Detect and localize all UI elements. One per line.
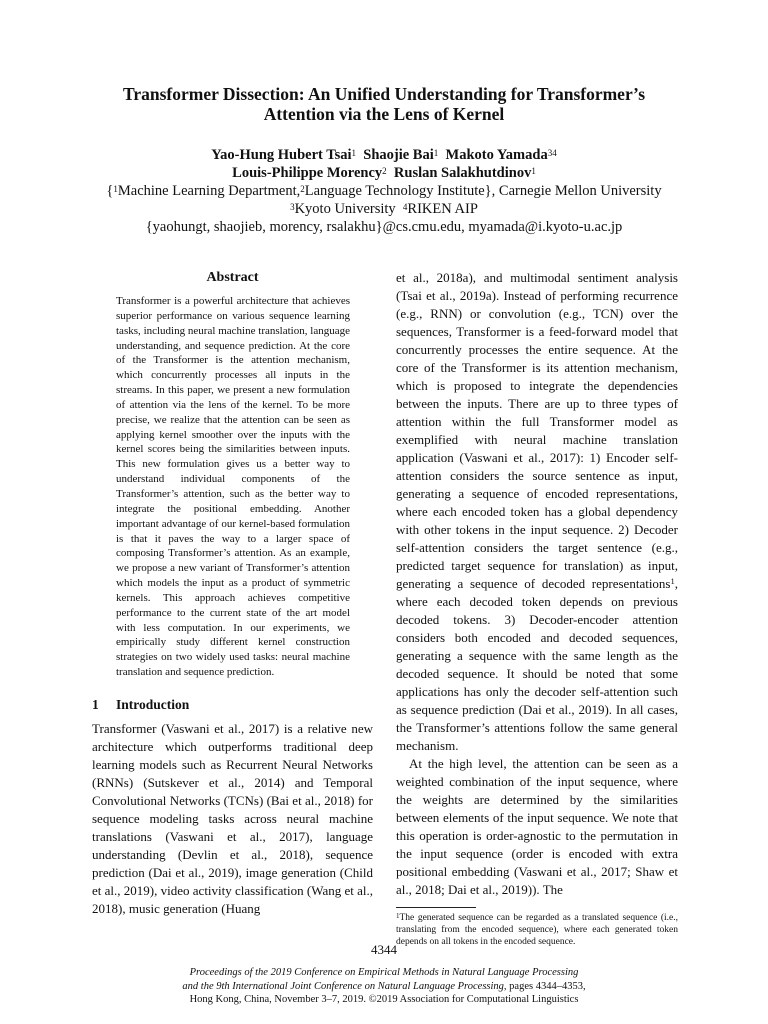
abstract-heading: Abstract: [206, 270, 259, 285]
footer-line-1: Proceedings of the 2019 Conference on Empirical Methods in Natural Language Processing: [189, 967, 579, 978]
abstract-text: Transformer is a powerful architecture that achieves superior performance on various sequence learning tasks, including neural machine translation, language understanding, and sequence prediction. At the core of the Transformer is the attention mechanism, which concurrently processes all inputs in the streams. In this paper, we present a new formulation of attention via the lens of the kernel. To be more precise, we realize that the attention can be seen as applying kernel smoother over the inputs with the kernel scores being the similarities between inputs. This new formulation gives us a better way to understand individual components of the Transformer’s attention, such as the better way to integrate the positional embedding. Another important advantage of our kernel-based formulation is that it paves the way to a larger space of composing Transformer’s attention. As an example, we propose a new variant of Transformer’s attention which models the input as a product of symmetric kernels. This approach achieves competitive performance to the current state of the art model with less computation. In our experiments, we empirically study different kernel construction strategies on two widely used tasks: neural machine translation and sequence prediction.: [116, 295, 350, 679]
footer-line-2: [60, 980, 708, 994]
footer-conference: and the 9th International Joint Conference on Natural Language Processing: [182, 980, 504, 992]
author-block: [60, 146, 708, 236]
section-number: 1: [92, 696, 99, 712]
author-name: Makoto Yamada: [445, 147, 548, 163]
affiliation-mark: 1: [433, 148, 439, 158]
author-name: Shaojie Bai: [363, 147, 434, 163]
paragraph-text: et al., 2018a), and multimodal sentiment analysis (Tsai et al., 2019a). Instead of performing recurrence (e.g., RNN) or convolution (e.g., TCN) over the sequences, Transformer is a feed-forward model that concurrently processes the entire sequence. At the core of the Transformer is its attention mechanism, which is proposed to integrate the dependencies between the inputs. There are up to three types of attention within the full Transformer model as exemplified with neural machine translation application (Vaswani et al., 2017): 1) Encoder self-attention considers the source sentence as input, generating a sequence of encoded representations, where each encoded token has a global dependency with other tokens in the input sequence. 2) Decoder self-attention considers the target sentence (e.g., predicted target sequence for translation) as input, generating a sequence of decoded representations: [396, 270, 678, 591]
affiliation-text: Kyoto University: [294, 201, 396, 217]
intro-paragraph-1: Transformer (Vaswani et al., 2017) is a relative new architecture which outperforms traditional deep learning models such as Recurrent Neural Networks (RNNs) (Sutskever et al., 2014) and Temporal Convolutional Networks (TCNs) (Bai et al., 2018) for sequence modeling tasks across neural machine translations (Vaswani et al., 2017), language understanding (Devlin et al., 2018), sequence prediction (Dai et al., 2019), image generation (Child et al., 2019), video activity classification (Wang et al., 2018), music generation (Huang: [92, 720, 373, 916]
page-number: 4344: [371, 942, 397, 957]
footnote-text: The generated sequence can be regarded as a translated sequence (i.e., translating from the encoded sequence), where each generated token depends on all tokens in the encoded sequence.: [396, 913, 678, 947]
affiliation-mark: 34: [547, 148, 557, 158]
footnote-mark: 1: [396, 912, 400, 920]
affiliation-line-1: [60, 182, 708, 200]
left-column: [92, 268, 373, 918]
affiliation-text: RIKEN AIP: [407, 201, 478, 217]
affiliation-line-2: [60, 200, 708, 218]
affiliation-mark: 1: [531, 166, 536, 176]
right-column: [396, 269, 678, 948]
section-heading-introduction: [92, 696, 373, 714]
affiliation-text: Language Technology Institute}, Carnegie Mellon University: [304, 183, 662, 199]
affiliation-mark: 1: [351, 148, 357, 158]
paper-title: [60, 84, 708, 124]
author-name: Louis-Philippe Morency: [232, 165, 383, 181]
affiliation-mark: 1: [113, 184, 118, 194]
affiliation-mark: 2: [382, 166, 387, 176]
proceedings-footer: [60, 966, 708, 1007]
footer-line-3: Hong Kong, China, November 3–7, 2019. ©2019 Association for Computational Linguistics: [189, 994, 579, 1005]
intro-paragraph-2: At the high level, the attention can be seen as a weighted combination of the input sequence, where the weights are determined by the similarities between elements of the input sequence. We note that this operation is order-agnostic to the permutation in the input sequence (order is encoded with extra positional embedding (Vaswani et al., 2017; Shaw et al., 2018; Dai et al., 2019)). The: [396, 756, 678, 897]
section-title: Introduction: [116, 696, 190, 712]
intro-paragraph-1-continued: [396, 269, 678, 755]
author-name: Ruslan Salakhutdinov: [393, 165, 532, 181]
affiliation-mark: 2: [300, 184, 305, 194]
title-line-1: Transformer Dissection: An Unified Understanding for Transformer’s: [122, 84, 646, 104]
footnote-divider: [396, 907, 476, 908]
affiliation-mark: 4: [402, 202, 408, 212]
author-line-1: [60, 146, 708, 164]
footnote-reference[interactable]: 1: [670, 576, 675, 586]
author-line-2: [60, 164, 708, 182]
author-name: Yao-Hung Hubert Tsai: [211, 147, 352, 163]
paragraph-text: , where each decoded token depends on previous decoded tokens. 3) Decoder-encoder attention considers both encoded and decoded sequences, generating a sequence with the same length as the decoded sequence. It should be noted that some applications has only the decoder self-attention such as sequence prediction (Dai et al., 2019). In all cases, the Transformer’s attentions follow the same general mechanism.: [396, 576, 678, 753]
title-line-2: Attention via the Lens of Kernel: [263, 104, 505, 124]
author-emails: {yaohungt, shaojieb, morency, rsalakhu}@cs.cmu.edu, myamada@i.kyoto-u.ac.jp: [145, 219, 623, 235]
affiliation-mark: 3: [290, 202, 295, 212]
footer-pages: , pages 4344–4353,: [503, 980, 586, 992]
affiliation-text: Machine Learning Department,: [117, 183, 301, 199]
affiliation-brace: {: [106, 183, 114, 199]
